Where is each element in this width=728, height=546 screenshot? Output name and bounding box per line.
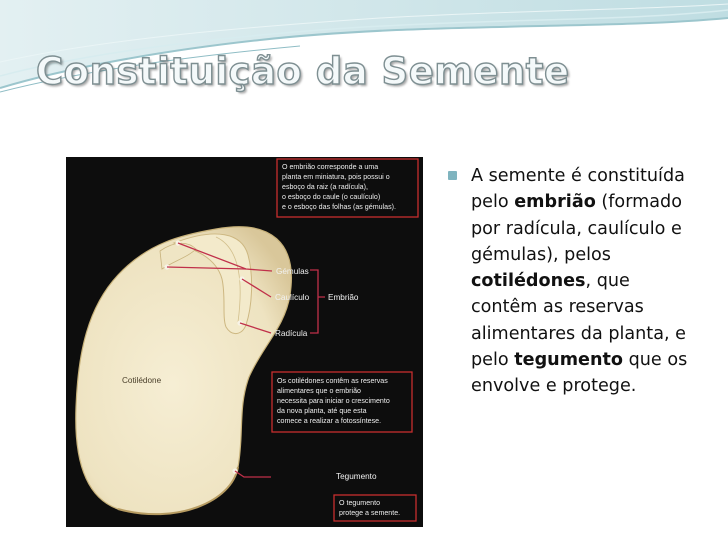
bullet-text — [453, 163, 693, 400]
label-cotiledone: Cotilédone — [122, 376, 162, 385]
bullet-text-part: A semente é constituída pelo — [471, 166, 685, 213]
label-embriao: Embrião — [328, 293, 359, 302]
caption-embryo-line: o esboço do caule (o caulículo) — [282, 193, 381, 201]
label-tegumento: Tegumento — [336, 472, 377, 481]
term-cotiledones: cotilédones — [471, 271, 586, 292]
bullet-text-part: (formado por radícula, caulículo e gémulas), pelos — [471, 192, 682, 265]
bullet-text-part: que os envolve e protege. — [471, 350, 688, 397]
caption-embryo-line: esboço da raiz (a radícula), — [282, 183, 368, 191]
seed-diagram — [66, 157, 423, 527]
caption-embryo-line: e o esboço das folhas (as gémulas). — [282, 203, 396, 211]
term-embriao: embrião — [514, 192, 596, 213]
label-caulicolo: Caulículo — [275, 293, 310, 302]
caption-tegument-line: protege a semente. — [339, 509, 401, 517]
bullet-text-part: , que contêm as reservas alimentares da planta, e pelo — [471, 271, 686, 371]
label-radicula: Radícula — [275, 329, 308, 338]
caption-cotyledons-line: alimentares que o embrião — [277, 387, 361, 395]
label-gemulas: Gémulas — [276, 267, 309, 276]
caption-tegument-line: O tegumento — [339, 499, 381, 507]
bullet-marker — [448, 171, 457, 180]
slide-title: Constituição da Semente — [36, 50, 570, 93]
caption-cotyledons-line: comece a realizar a fotossíntese. — [277, 417, 382, 425]
bullet-paragraph — [453, 163, 693, 400]
caption-embryo-line: O embrião corresponde a uma — [282, 163, 379, 171]
caption-cotyledons-line: necessita para iniciar o crescimento — [277, 397, 390, 405]
caption-embryo-line: planta em miniatura, pois possui o — [282, 173, 390, 181]
term-tegumento: tegumento — [514, 350, 623, 371]
caption-cotyledons-line: da nova planta, até que esta — [277, 407, 367, 415]
caption-cotyledons-line: Os cotilédones contêm as reservas — [277, 377, 388, 385]
